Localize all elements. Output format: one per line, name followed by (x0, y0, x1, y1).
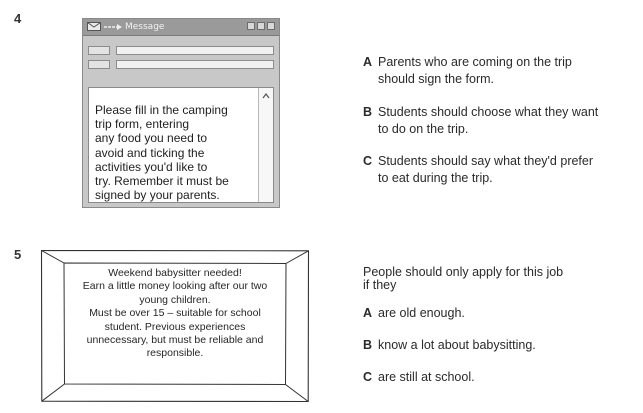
scroll-up-icon[interactable] (261, 92, 271, 100)
message-line: any food you need to (95, 131, 208, 146)
option-text: are old enough. (378, 306, 465, 320)
stem-line: People should only apply for this job (363, 265, 564, 279)
q5-option-c[interactable] (363, 369, 475, 386)
maximize-button[interactable] (257, 22, 265, 30)
question-4-number: 4 (14, 11, 22, 26)
message-field-row-1 (88, 46, 274, 56)
send-arrow-icon (104, 23, 122, 31)
message-field-label (88, 46, 110, 55)
scrollbar[interactable] (258, 88, 273, 202)
message-body[interactable] (88, 87, 274, 203)
message-field-input[interactable] (116, 60, 274, 69)
notice-line: Earn a little money looking after our two (82, 280, 268, 293)
option-letter: C (363, 370, 373, 384)
question-5-number: 5 (14, 247, 22, 262)
option-text-continued: to eat during the trip. (378, 171, 493, 185)
message-line: try. Remember it must be (95, 174, 229, 189)
option-letter: A (363, 306, 373, 320)
option-text-continued: should sign the form. (378, 72, 495, 86)
option-letter: C (363, 154, 373, 168)
q4-option-b[interactable] (363, 104, 598, 138)
message-field-label (88, 60, 110, 69)
notice-frame (40, 249, 310, 403)
message-field-row-2 (88, 60, 274, 70)
option-text: are still at school. (378, 370, 475, 384)
notice-text (70, 267, 280, 361)
option-letter: B (363, 105, 373, 119)
q5-option-a[interactable] (363, 305, 465, 322)
message-line: activities you'd like to (95, 159, 208, 174)
notice-line: young children. (139, 293, 211, 306)
message-field-input[interactable] (116, 46, 274, 55)
notice-line: Must be over 15 – suitable for school (89, 307, 261, 320)
envelope-icon (87, 22, 101, 31)
message-titlebar (83, 19, 279, 36)
option-text: know a lot about babysitting. (378, 338, 536, 352)
message-line: signed by your parents. (95, 188, 220, 203)
notice-line: student. Previous experiences (104, 320, 246, 333)
message-line: avoid and ticking the (95, 145, 205, 160)
message-line: trip form, entering (95, 117, 190, 132)
q4-option-a[interactable] (363, 54, 572, 88)
option-text: Students should choose what they want (378, 105, 599, 119)
message-line: Please fill in the camping (95, 103, 228, 117)
option-letter: B (363, 338, 373, 352)
q4-option-c[interactable] (363, 153, 593, 187)
window-title: Message (125, 22, 165, 32)
option-text-continued: to do on the trip. (378, 122, 469, 136)
option-text: Students should say what they'd prefer (378, 154, 594, 168)
option-text: Parents who are coming on the trip (378, 55, 572, 69)
q5-option-b[interactable] (363, 337, 536, 354)
notice-line: unnecessary, but must be reliable and (86, 334, 264, 347)
message-text (95, 103, 259, 202)
minimize-button[interactable] (247, 22, 255, 30)
option-letter: A (363, 55, 373, 69)
notice-line: responsible. (146, 347, 204, 360)
notice-line: Weekend babysitter needed! (108, 267, 242, 279)
message-window (82, 18, 280, 208)
stem-line: if they (363, 278, 397, 292)
close-button[interactable] (267, 22, 275, 30)
q5-question-stem (363, 266, 563, 292)
